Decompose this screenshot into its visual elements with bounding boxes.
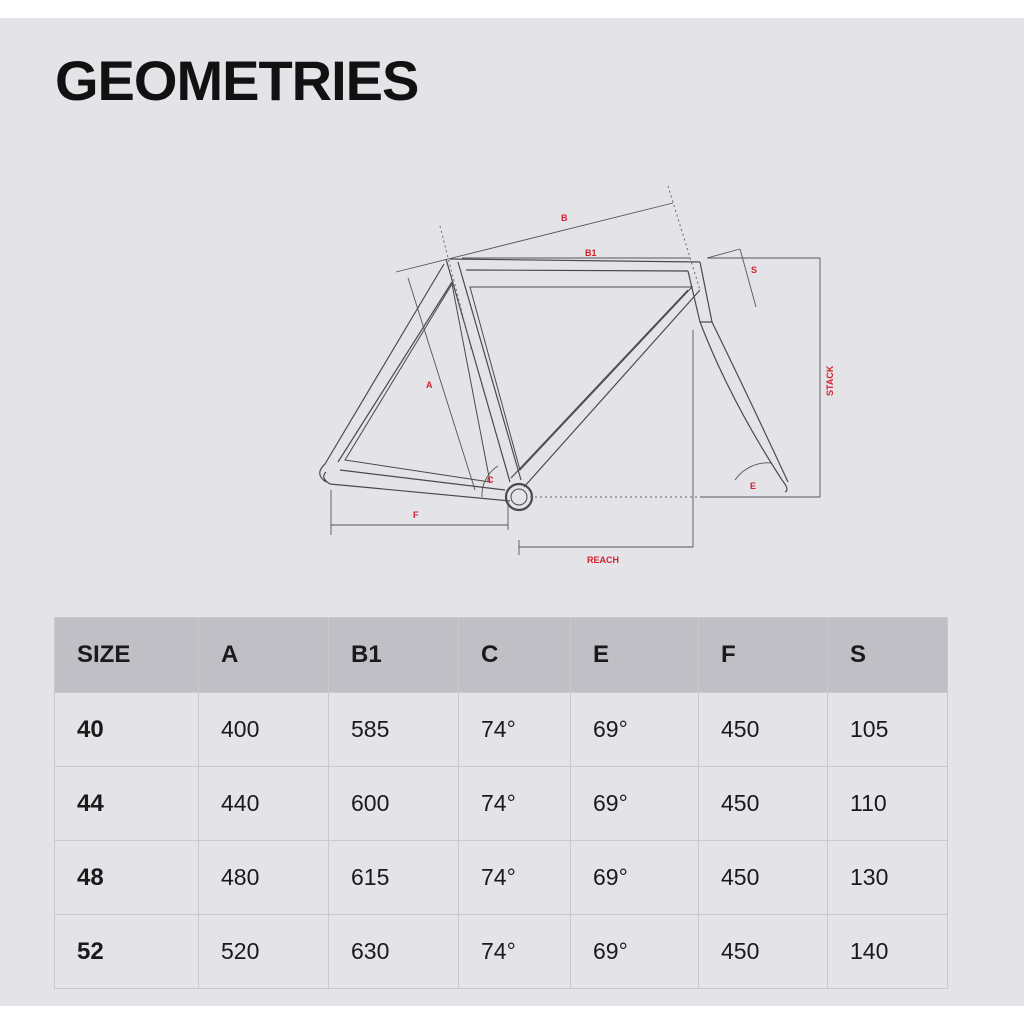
fork [700, 322, 788, 492]
cell-e: 69° [571, 915, 699, 989]
seat-stay [325, 264, 452, 464]
cell-b1: 630 [329, 915, 459, 989]
header-a: A [199, 618, 329, 693]
bottom-bracket [506, 484, 532, 510]
cell-b1: 585 [329, 693, 459, 767]
label-stack: STACK [825, 365, 835, 396]
page-title: GEOMETRIES [55, 49, 419, 112]
cell-a: 400 [199, 693, 329, 767]
cell-s: 140 [828, 915, 948, 989]
cell-s: 105 [828, 693, 948, 767]
header-c: C [459, 618, 571, 693]
label-b: B [561, 213, 568, 223]
table-row [55, 841, 948, 915]
cell-size: 40 [55, 693, 199, 767]
cell-s: 110 [828, 767, 948, 841]
cell-b1: 600 [329, 767, 459, 841]
header-f: F [699, 618, 828, 693]
label-reach: REACH [587, 555, 620, 565]
table-row [55, 693, 948, 767]
cell-b1: 615 [329, 841, 459, 915]
cell-c: 74° [459, 693, 571, 767]
cell-e: 69° [571, 767, 699, 841]
table-row [55, 915, 948, 989]
cell-e: 69° [571, 693, 699, 767]
cell-f: 450 [699, 767, 828, 841]
cell-size: 48 [55, 841, 199, 915]
label-a: A [426, 380, 433, 390]
table-row [55, 767, 948, 841]
header-e: E [571, 618, 699, 693]
header-b1: B1 [329, 618, 459, 693]
label-s: S [751, 265, 758, 275]
cell-s: 130 [828, 841, 948, 915]
cell-a: 480 [199, 841, 329, 915]
head-tube [688, 262, 712, 322]
label-c: C [487, 475, 494, 485]
label-b1: B1 [585, 248, 597, 258]
geometry-table [54, 617, 948, 989]
cell-f: 450 [699, 841, 828, 915]
cell-e: 69° [571, 841, 699, 915]
cell-c: 74° [459, 767, 571, 841]
cell-size: 44 [55, 767, 199, 841]
cell-f: 450 [699, 915, 828, 989]
top-tube [450, 259, 700, 271]
cell-size: 52 [55, 915, 199, 989]
label-e: E [750, 481, 757, 491]
cell-a: 520 [199, 915, 329, 989]
table-header-row [55, 618, 948, 693]
cell-c: 74° [459, 841, 571, 915]
header-s: S [828, 618, 948, 693]
label-f: F [413, 510, 419, 520]
cell-a: 440 [199, 767, 329, 841]
cell-f: 450 [699, 693, 828, 767]
down-tube [511, 290, 700, 487]
cell-c: 74° [459, 915, 571, 989]
header-size: SIZE [55, 618, 199, 693]
